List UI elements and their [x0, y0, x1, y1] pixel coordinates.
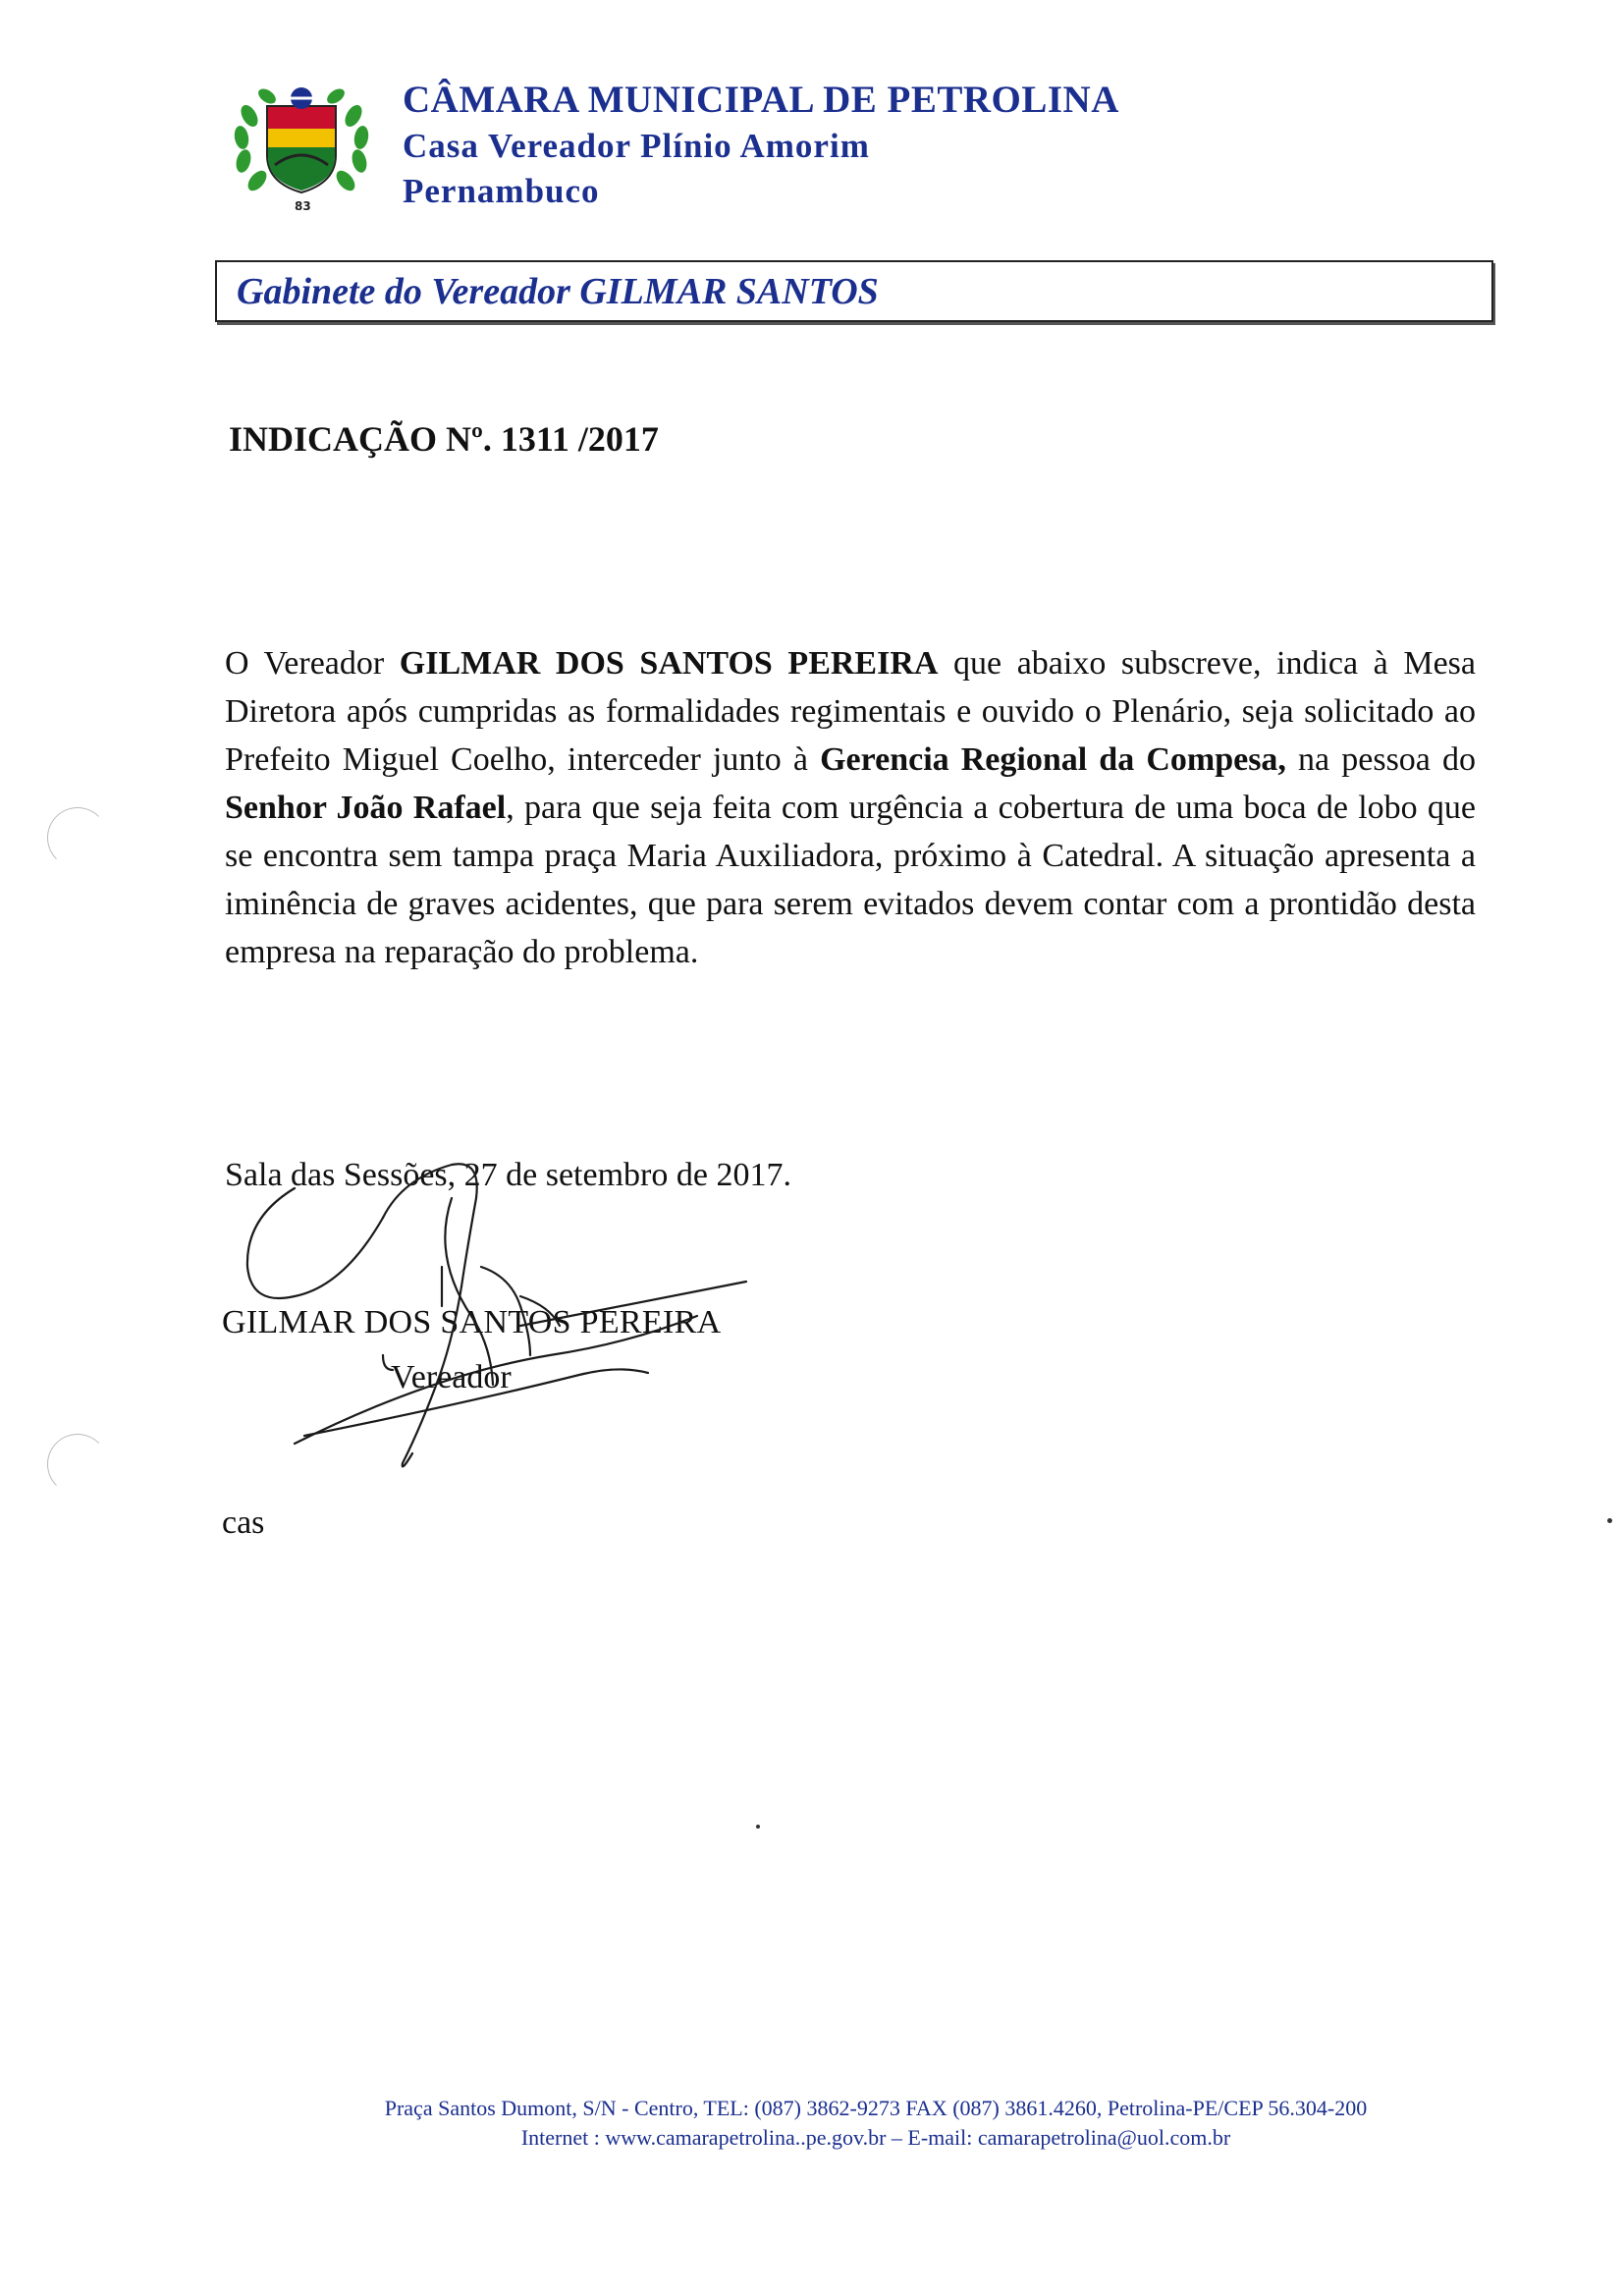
- body-bold-agency: Gerencia Regional da Compesa,: [820, 741, 1286, 778]
- body-text-1: O Vereador: [225, 645, 400, 682]
- typist-initials: cas: [222, 1504, 265, 1541]
- letterhead: [403, 77, 1119, 214]
- state-name: Pernambuco: [403, 172, 600, 210]
- body-bold-contact: Senhor João Rafael: [225, 790, 507, 826]
- signatory-role: Vereador: [391, 1359, 512, 1395]
- body-bold-councillor: GILMAR DOS SANTOS PEREIRA: [399, 645, 939, 682]
- scan-speck: [756, 1825, 760, 1829]
- signatory-name: GILMAR DOS SANTOS PEREIRA: [222, 1304, 722, 1340]
- svg-text:83: 83: [295, 199, 311, 213]
- footer-address: Praça Santos Dumont, S/N - Centro, TEL: (087) 3862-9273 FAX (087) 3861.4260, Petrolina-PE/CEP 56.304-200: [384, 2096, 1368, 2120]
- body-text-4: , para que seja feita com urgência a cobertura de uma boca de lobo que se encontra sem tampa praça Maria Auxiliadora, próximo à Catedral. A situação apresenta a iminência de graves acidentes, que para serem evitados devem contar com a prontidão desta empresa na reparação do problema.: [225, 790, 1476, 970]
- footer: [0, 2094, 1624, 2153]
- document-body: [225, 639, 1476, 976]
- handwritten-signature: [236, 1159, 785, 1493]
- cabinet-banner: [215, 260, 1493, 322]
- cabinet-label: Gabinete do Vereador GILMAR SANTOS: [237, 271, 879, 312]
- house-name: Casa Vereador Plínio Amorim: [403, 127, 870, 165]
- footer-internet: Internet : www.camarapetrolina..pe.gov.br – E-mail: camarapetrolina@uol.com.br: [520, 2125, 1231, 2150]
- body-text-3: na pessoa do: [1285, 741, 1476, 778]
- date-line: Sala das Sessões, 27 de setembro de 2017.: [225, 1157, 791, 1193]
- institution-name: CÂMARA MUNICIPAL DE PETROLINA: [403, 79, 1119, 121]
- scan-speck: [1607, 1518, 1612, 1523]
- punch-hole-mark: [47, 807, 108, 868]
- document-title: INDICAÇÃO Nº. 1311 /2017: [229, 419, 659, 459]
- punch-hole-mark: [47, 1434, 108, 1495]
- municipal-coat-of-arms-icon: [228, 77, 375, 214]
- body-text-2: que abaixo subscreve, indica à Mesa Diretora após cumpridas as formalidades regimentais e ouvido o Plenário, seja solicitado ao Prefeito Miguel Coelho, interceder junto à: [225, 645, 1476, 778]
